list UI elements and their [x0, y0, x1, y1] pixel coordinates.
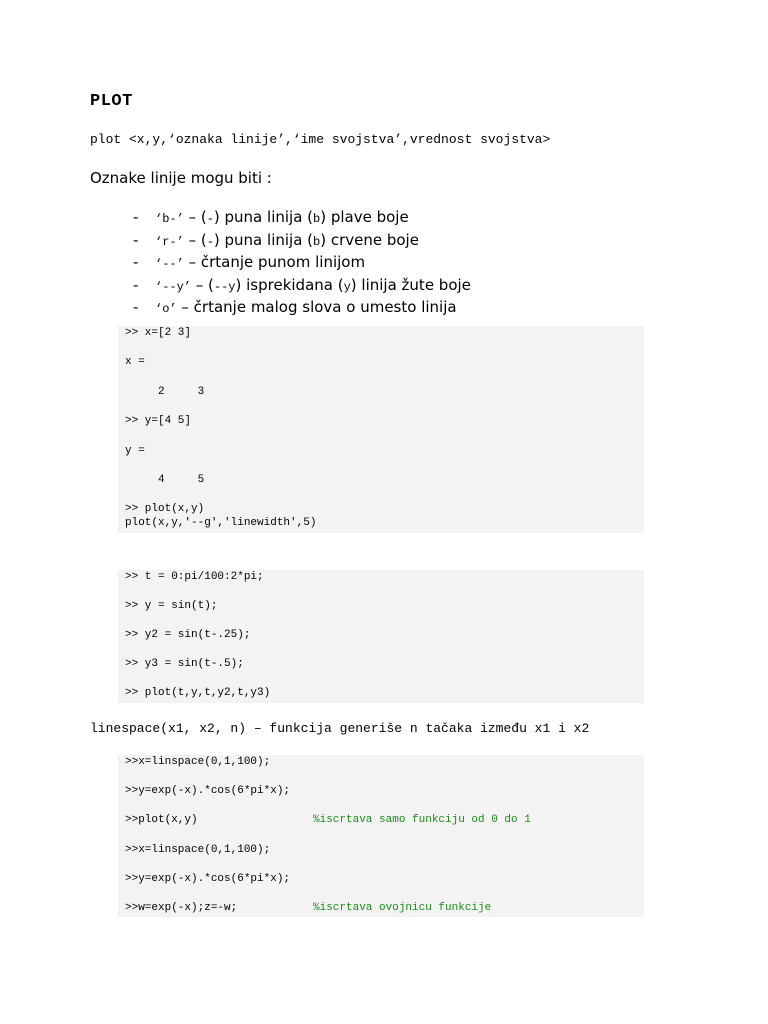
code-line: >> plot(x,y)	[125, 503, 205, 515]
code-line: >> x=[2 3]	[125, 327, 192, 339]
list-item: - ‘b-’ – (-) puna linija (b) plave boje	[133, 208, 409, 226]
list-item: - ‘--’ – črtanje punom linijom	[133, 253, 366, 271]
code-line: x =	[125, 356, 145, 368]
code-line: >> y = sin(t);	[125, 600, 218, 612]
code-block-plot-example	[118, 326, 644, 533]
code-line: >> y3 = sin(t-.5);	[125, 658, 244, 670]
code-line: 2 3	[125, 386, 205, 398]
line-style-list	[133, 207, 471, 320]
code-line: >> y2 = sin(t-.25);	[125, 629, 251, 641]
code-block-sine-example	[118, 570, 644, 703]
code-line: >>y=exp(-x).*cos(6*pi*x);	[125, 873, 291, 885]
plot-syntax: plot <x,y,‘oznaka linije’,‘ime svojstva’,vrednost svojstva>	[90, 132, 551, 147]
intro-text: Oznake linije mogu biti :	[90, 169, 272, 187]
code-block-linspace-example	[118, 755, 644, 917]
code-line: >> t = 0:pi/100:2*pi;	[125, 571, 264, 583]
list-item: - ‘--y’ – (--y) isprekidana (y) linija žute boje	[133, 275, 471, 294]
code-line: >>w=exp(-x);z=-w;	[125, 902, 238, 914]
page-title: PLOT	[90, 92, 133, 111]
code-line: 4 5	[125, 474, 205, 486]
code-line: >> plot(t,y,t,y2,t,y3)	[125, 687, 271, 699]
list-item: - ‘o’ – črtanje malog slova o umesto linija	[133, 298, 457, 316]
code-line: >>plot(x,y)	[125, 814, 198, 826]
code-line: >>x=linspace(0,1,100);	[125, 756, 271, 768]
code-line: plot(x,y,'--g','linewidth',5)	[125, 517, 317, 529]
code-comment: %iscrtava ovojnicu funkcije	[313, 902, 492, 914]
code-line: y =	[125, 445, 145, 457]
code-line: >>y=exp(-x).*cos(6*pi*x);	[125, 785, 291, 797]
list-item: - ‘r-’ – (-) puna linija (b) crvene boje	[133, 230, 419, 249]
code-comment: %iscrtava samo funkciju od 0 do 1	[313, 814, 531, 826]
code-line: >> y=[4 5]	[125, 415, 192, 427]
linespace-description: linespace(x1, x2, n) – funkcija generiše n tačaka između x1 i x2	[90, 721, 590, 736]
code-line: >>x=linspace(0,1,100);	[125, 844, 271, 856]
